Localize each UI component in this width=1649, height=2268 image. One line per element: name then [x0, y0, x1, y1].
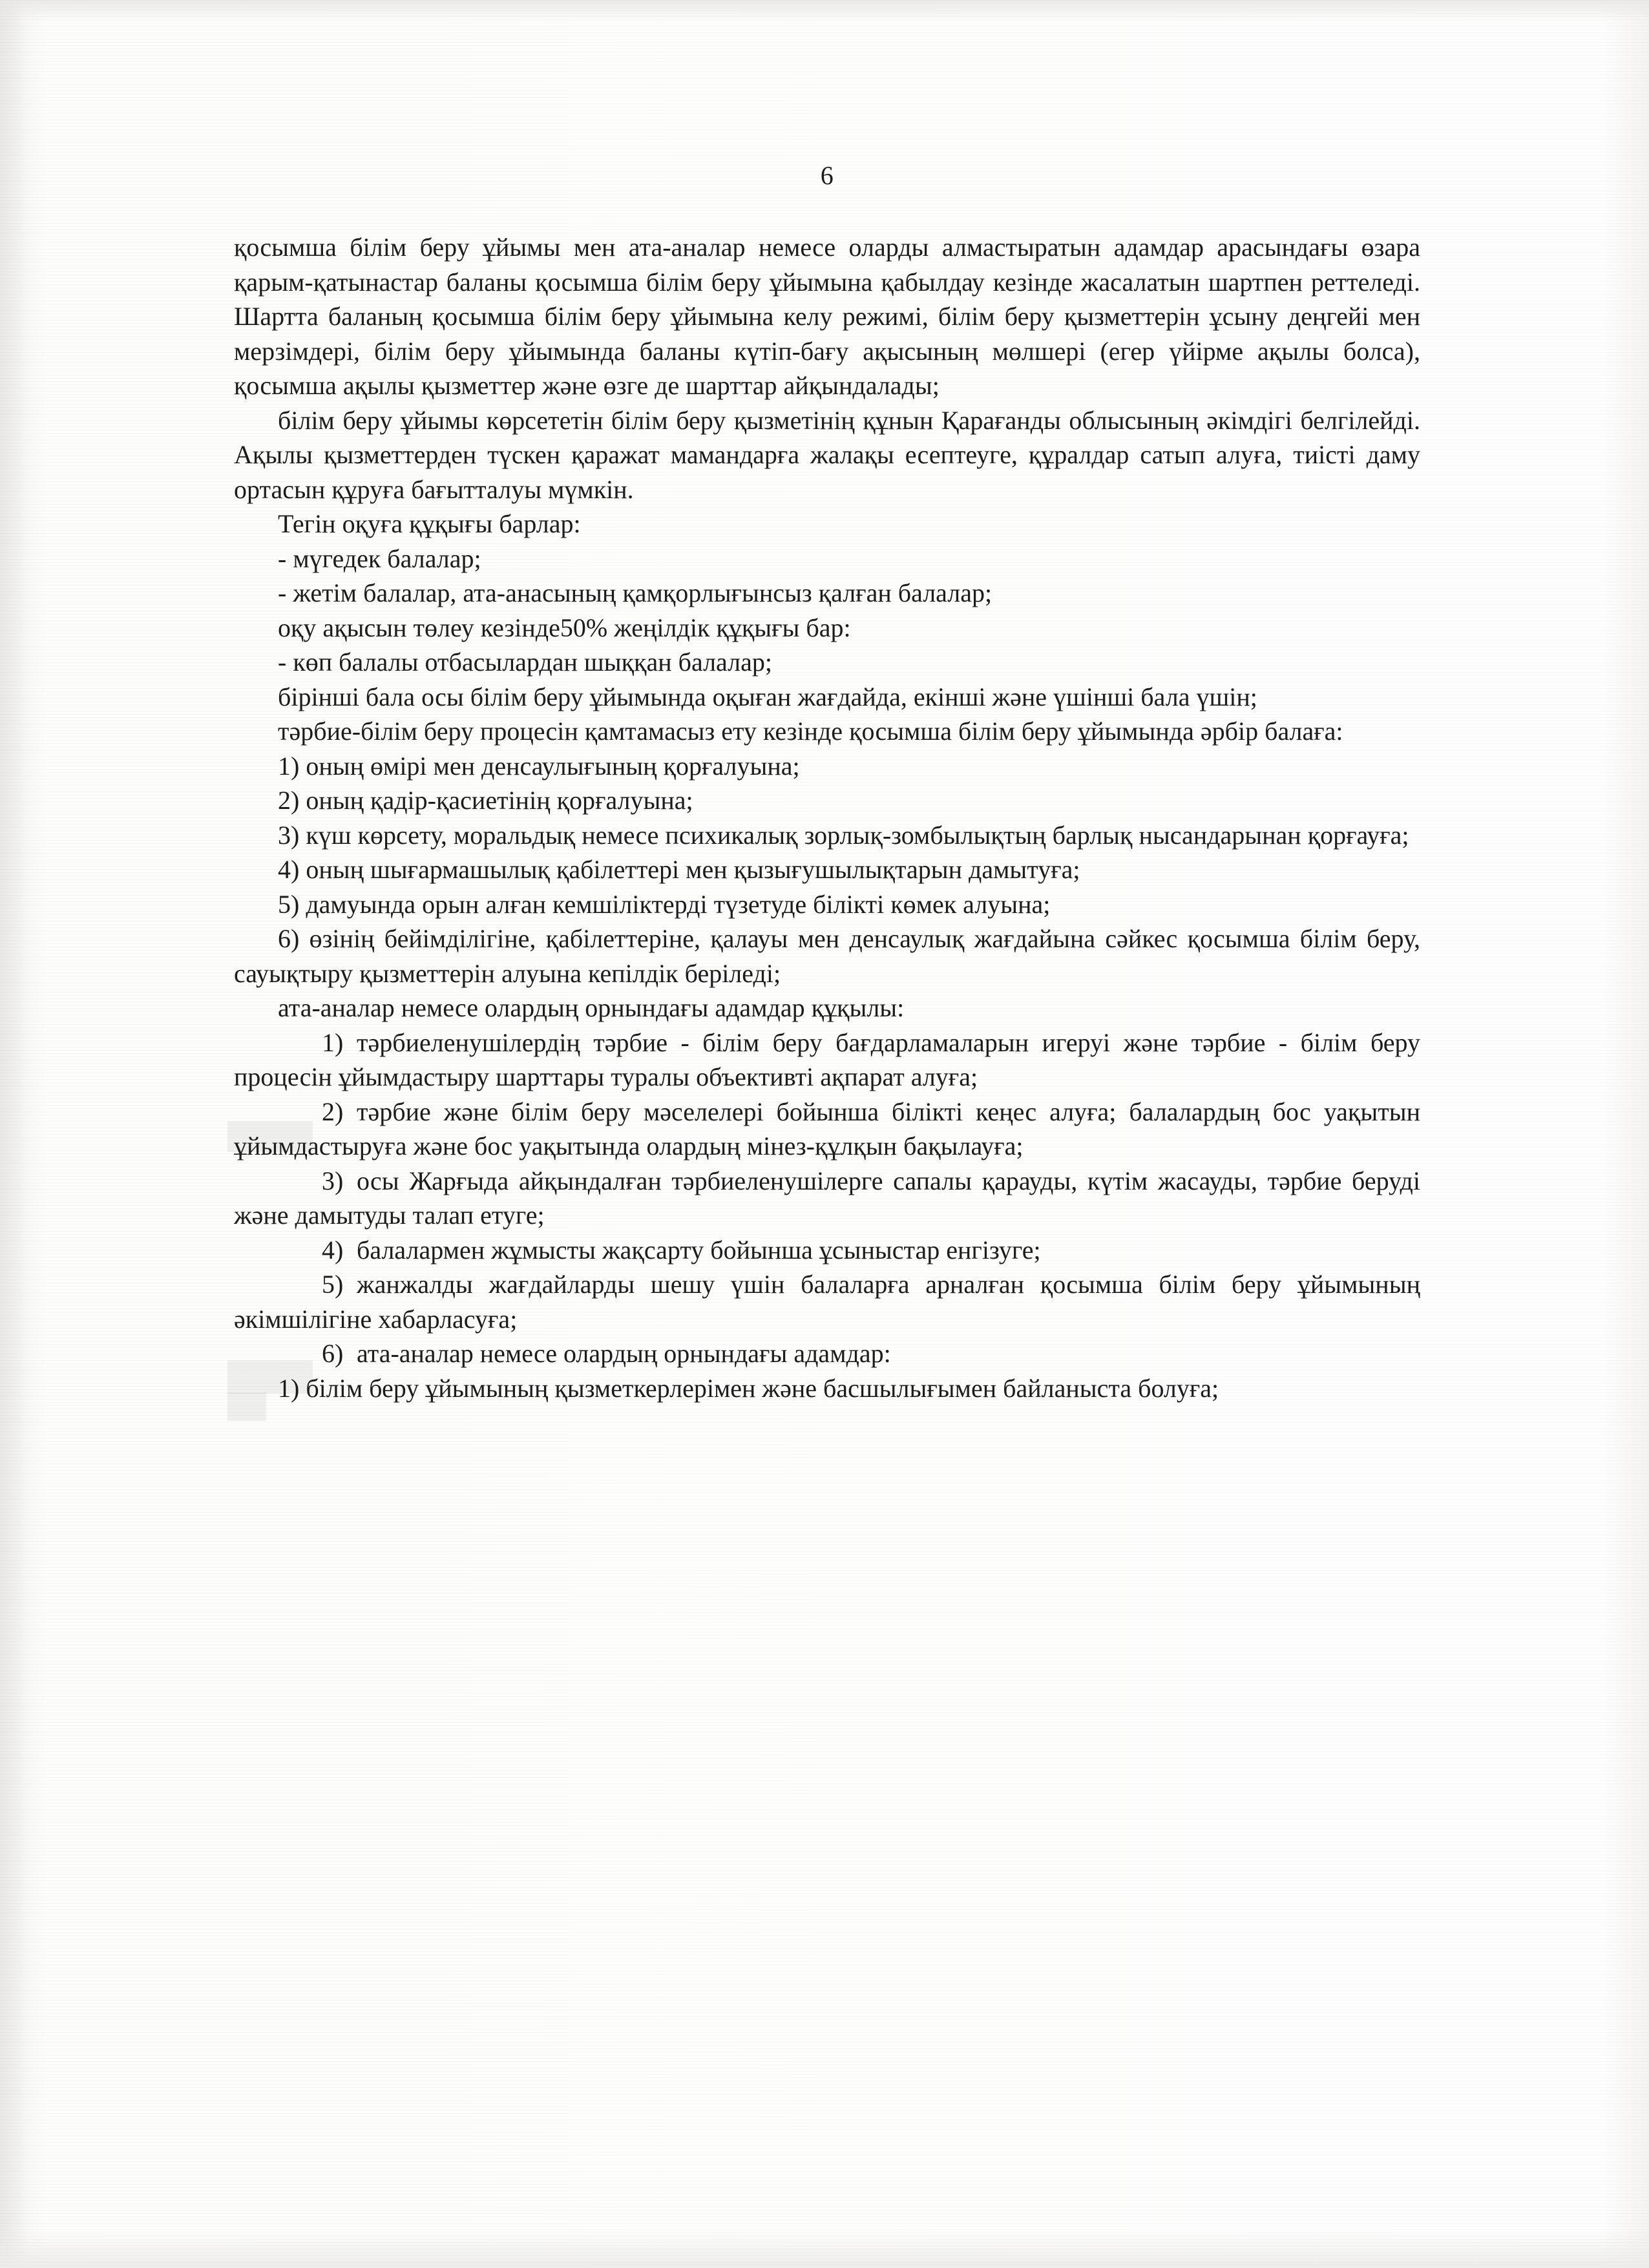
list-marker: 1) — [322, 1027, 344, 1057]
scan-edge-top — [0, 0, 1649, 22]
list-item: - жетім балалар, ата-анасының қамқорлығынсыз қалған балалар; — [278, 578, 993, 607]
numbered-list-item — [234, 1336, 1420, 1371]
paragraph: білім беру ұйымы көрсететін білім беру қызметінің құнын Қарағанды облысының әкімдігі белгілейді. Ақылы қызметтерден түскен қаражат мамандарға жалақы есептеуге, құралдар сатып алуға, тиісті даму ортасын құруға бағытталуы мүмкін. — [234, 405, 1420, 504]
list-marker: 6) — [322, 1339, 344, 1368]
scan-edge-left — [0, 0, 26, 2268]
list-marker: 3) — [322, 1166, 344, 1195]
list-item-text: жанжалды жағдайларды шешу үшін балаларға арналған қосымша білім беру ұйымының әкімшілігіне хабарласуға; — [234, 1270, 1420, 1334]
list-item-text: тәрбиеленушілердің тәрбие - білім беру бағдарламаларын игеруі және тәрбие - білім беру процесін ұйымдастыру шарттары туралы объективті ақпарат алуға; — [234, 1027, 1420, 1091]
page-number: 6 — [820, 161, 834, 190]
list-item-text: ата-аналар немесе олардың орнындағы адамдар: — [357, 1339, 891, 1368]
list-item-text: осы Жарғыда айқындалған тәрбиеленушілерге сапалы қарауды, күтім жасауды, тәрбие беруді және дамытуды талап етуге; — [234, 1166, 1420, 1230]
list-item: 3) күш көрсету, моральдық немесе психикалық зорлық-зомбылықтың барлық нысандарынан қорғауға; — [278, 820, 1409, 850]
paragraph: Тегін оқуға құқығы барлар: — [278, 509, 581, 538]
list-item-text: тәрбие және білім беру мәселелері бойынша білікті кеңес алуға; балалардың бос уақытын ұйымдастыруға және бос уақытында олардың мінез-құлқын бақылауға; — [234, 1097, 1420, 1160]
list-item: 5) дамуында орын алған кемшіліктерді түзетуде білікті көмек алуына; — [278, 889, 1051, 919]
paragraph: ата-аналар немесе олардың орнындағы адамдар құқылы: — [278, 993, 905, 1022]
numbered-list-item — [234, 1233, 1420, 1268]
list-marker: 4) — [322, 1235, 344, 1265]
list-item: 2) оның қадір-қасиетінің қорғалуына; — [278, 786, 693, 815]
numbered-list-item — [234, 1267, 1420, 1336]
paragraph: қосымша білім беру ұйымы мен ата-аналар немесе оларды алмастыратын адамдар арасындағы өзара қарым-қатынастар баланы қосымша білім беру ұйымына қабылдау кезінде жасалатын шартпен реттеледі. Шартта баланың қосымша білім беру ұйымына келу режимі, білім беру қызметтерін ұсыну деңгейі мен мерзімдері, білім беру ұйымында баланы күтіп-бағу ақысының мөлшері (егер үйірме ақылы болса), қосымша ақылы қызметтер және өзге де шарттар айқындалады; — [234, 233, 1420, 400]
list-item: 6) өзінің бейімділігіне, қабілеттеріне, қалауы мен денсаулық жағдайына сәйкес қосымша білім беру, сауықтыру қызметтерін алуына кепілдік беріледі; — [234, 924, 1420, 988]
paragraph: тәрбие-білім беру процесін қамтамасыз ету кезінде қосымша білім беру ұйымында әрбір балаға: — [278, 717, 1343, 746]
list-marker: 2) — [322, 1097, 344, 1126]
numbered-list-item — [234, 1025, 1420, 1095]
list-item: 1) оның өмірі мен денсаулығының қорғалуына; — [278, 751, 800, 781]
list-item: 1) білім беру ұйымының қызметкерлерімен және басшылығымен байланыста болуға; — [278, 1373, 1219, 1403]
list-item-text: балалармен жұмысты жақсарту бойынша ұсыныстар енгізуге; — [357, 1235, 1041, 1265]
list-item: - мүгедек балалар; — [278, 543, 481, 573]
document-body — [234, 162, 1420, 1405]
paragraph: бірінші бала осы білім беру ұйымында оқыған жағдайда, екінші және үшінші бала үшін; — [278, 682, 1257, 711]
scan-edge-bottom — [0, 2229, 1649, 2268]
list-item: 4) оның шығармашылық қабілеттері мен қызығушылықтарын дамытуға; — [278, 855, 1080, 884]
list-item: - көп балалы отбасылардан шыққан балалар; — [278, 647, 772, 677]
list-marker: 5) — [322, 1270, 344, 1299]
numbered-list-item — [234, 1164, 1420, 1233]
paragraph: оқу ақысын төлеу кезінде50% жеңілдік құқығы бар: — [278, 613, 851, 642]
numbered-list-item — [234, 1095, 1420, 1164]
